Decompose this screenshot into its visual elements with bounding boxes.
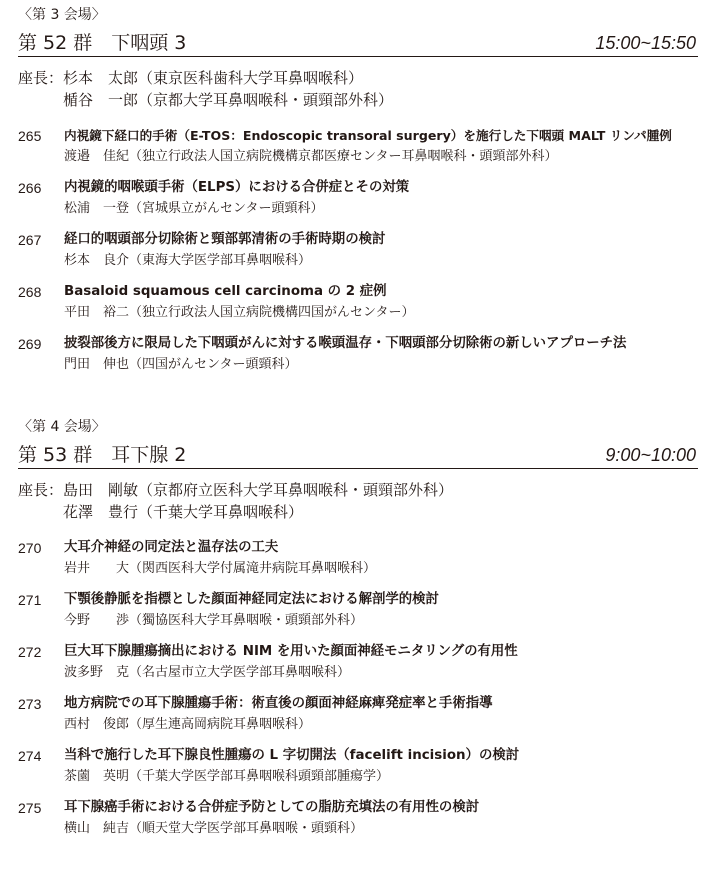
paper-author: 西村 俊郎（厚生連高岡病院耳鼻咽喉科） bbox=[64, 717, 312, 732]
paper-list bbox=[18, 125, 698, 375]
chairperson: 杉本 太郎（東京医科歯科大学耳鼻咽喉科） bbox=[63, 69, 364, 87]
paper-author: 渡邉 佳紀（独立行政法人国立病院機構京都医療センター耳鼻咽喉科・頭頸部外科） bbox=[64, 149, 558, 164]
paper-number: 266 bbox=[18, 180, 42, 196]
paper-item bbox=[18, 125, 698, 167]
group-header bbox=[18, 442, 698, 469]
paper-item bbox=[18, 537, 698, 579]
venue-label: 〈第 3 会場〉 bbox=[18, 7, 106, 23]
session-time: 9:00~10:00 bbox=[605, 445, 696, 465]
paper-author: 岩井 大（関西医科大学付属滝井病院耳鼻咽喉科） bbox=[64, 561, 377, 576]
chairpersons bbox=[18, 479, 698, 523]
group-title: 第 52 群 下咽頭 3 bbox=[18, 32, 187, 54]
group-header bbox=[18, 30, 698, 57]
paper-number: 267 bbox=[18, 232, 42, 248]
paper-title: 内視鏡下経口的手術（E-TOS：Endoscopic transoral surgery）を施行した下咽頭 MALT リンパ腫例 bbox=[64, 128, 672, 143]
venue-label: 〈第 4 会場〉 bbox=[18, 419, 106, 435]
paper-title: 経口的咽頭部分切除術と頸部郭清術の手術時期の検討 bbox=[64, 232, 386, 247]
paper-title: 大耳介神経の同定法と温存法の工夫 bbox=[64, 540, 279, 555]
paper-item bbox=[18, 281, 698, 323]
paper-author: 横山 純吉（順天堂大学医学部耳鼻咽喉・頭頸科） bbox=[64, 821, 364, 836]
paper-number: 273 bbox=[18, 696, 42, 712]
paper-item bbox=[18, 177, 698, 219]
session-section-53 bbox=[18, 418, 698, 849]
paper-author: 平田 裕二（独立行政法人国立病院機構四国がんセンター） bbox=[64, 305, 415, 320]
paper-author: 杉本 良介（東海大学医学部耳鼻咽喉科） bbox=[64, 253, 312, 268]
paper-number: 270 bbox=[18, 540, 42, 556]
paper-number: 275 bbox=[18, 800, 42, 816]
paper-title: 当科で施行した耳下腺良性腫瘍の L 字切開法（facelift incision）の検討 bbox=[64, 748, 520, 763]
paper-number: 269 bbox=[18, 336, 42, 352]
paper-title: 地方病院での耳下腺腫瘍手術：術直後の顔面神経麻痺発症率と手術指導 bbox=[64, 696, 493, 711]
paper-title: 下顎後静脈を指標とした顔面神経同定法における解剖学的検討 bbox=[64, 592, 439, 607]
paper-author: 門田 伸也（四国がんセンター頭頸科） bbox=[64, 357, 298, 372]
paper-number: 274 bbox=[18, 748, 42, 764]
chair-label: 座長： bbox=[18, 481, 64, 499]
paper-title: 耳下腺癌手術における合併症予防としての脂肪充填法の有用性の検討 bbox=[64, 800, 480, 815]
paper-item bbox=[18, 797, 698, 839]
group-title: 第 53 群 耳下腺 2 bbox=[18, 444, 187, 466]
chairperson: 花澤 豊行（千葉大学耳鼻咽喉科） bbox=[63, 503, 304, 521]
paper-item bbox=[18, 589, 698, 631]
paper-author: 茶薗 英明（千葉大学医学部耳鼻咽喉科頭頸部腫瘍学） bbox=[64, 769, 390, 784]
chairperson: 楯谷 一郎（京都大学耳鼻咽喉科・頭頸部外科） bbox=[63, 91, 394, 109]
chair-label: 座長： bbox=[18, 69, 64, 87]
session-section-52 bbox=[18, 6, 698, 385]
chairperson: 島田 剛敏（京都府立医科大学耳鼻咽喉科・頭頸部外科） bbox=[63, 481, 454, 499]
paper-author: 松浦 一登（宮城県立がんセンター頭頸科） bbox=[64, 201, 324, 216]
paper-item bbox=[18, 641, 698, 683]
paper-item bbox=[18, 333, 698, 375]
paper-title: 披裂部後方に限局した下咽頭がんに対する喉頭温存・下咽頭部分切除術の新しいアプローチ法 bbox=[64, 336, 627, 351]
chairpersons bbox=[18, 67, 698, 111]
paper-title: 内視鏡的咽喉頭手術（ELPS）における合併症とその対策 bbox=[64, 180, 410, 195]
paper-number: 268 bbox=[18, 284, 42, 300]
paper-author: 今野 渉（獨協医科大学耳鼻咽喉・頭頸部外科） bbox=[64, 613, 364, 628]
session-time: 15:00~15:50 bbox=[595, 33, 696, 53]
paper-item bbox=[18, 229, 698, 271]
paper-number: 272 bbox=[18, 644, 42, 660]
paper-author: 波多野 克（名古屋市立大学医学部耳鼻咽喉科） bbox=[64, 665, 351, 680]
paper-title: 巨大耳下腺腫瘍摘出における NIM を用いた顔面神経モニタリングの有用性 bbox=[64, 644, 518, 659]
paper-number: 271 bbox=[18, 592, 42, 608]
paper-list bbox=[18, 537, 698, 839]
paper-item bbox=[18, 693, 698, 735]
paper-title: Basaloid squamous cell carcinoma の 2 症例 bbox=[64, 284, 387, 299]
paper-number: 265 bbox=[18, 128, 42, 144]
paper-item bbox=[18, 745, 698, 787]
